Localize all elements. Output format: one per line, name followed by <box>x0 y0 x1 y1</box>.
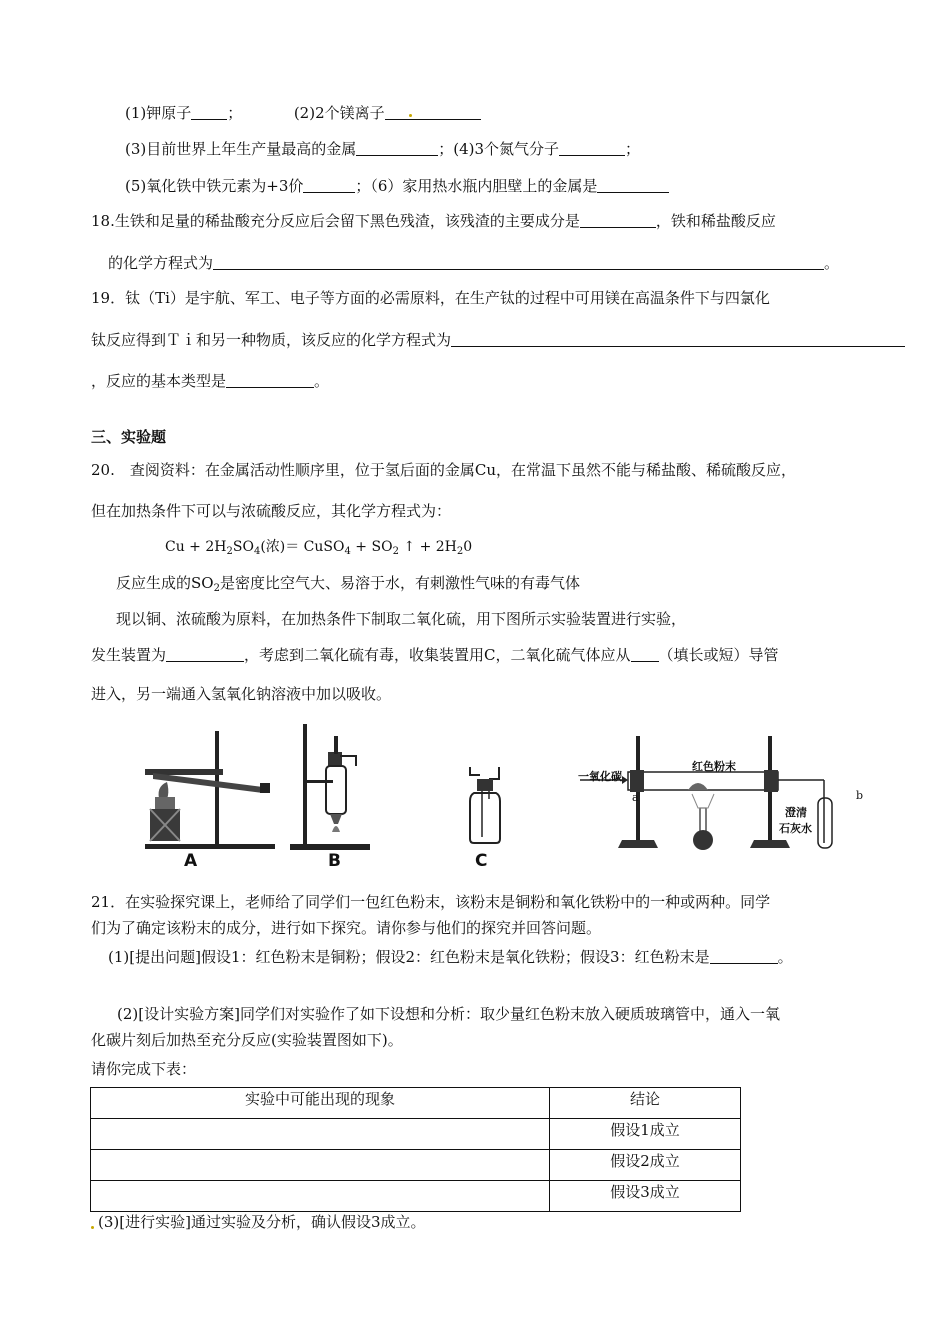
q17-item-5: (5)氧化铁中铁元素为+3价 <box>125 177 304 195</box>
limewater-label-1: 澄清 <box>785 806 807 819</box>
apparatus-b-figure <box>290 720 375 855</box>
q17-line-1: (1)钾原子 ； (2)2个镁离子 <box>125 103 481 123</box>
q20-line-5: 现以铜、浓硫酸为原料，在加热条件下制取二氧化硫，用下图所示实验装置进行实验， <box>116 610 687 628</box>
table-row <box>91 1181 741 1212</box>
q19-line-3: ，反应的基本类型是 。 <box>91 372 330 390</box>
phenomenon-cell[interactable] <box>91 1181 550 1212</box>
answer-blank[interactable] <box>580 212 656 228</box>
phenomenon-cell[interactable] <box>91 1119 550 1150</box>
q21-line-7: (3)[进行实验]通过实验及分析，确认假设3成立。 <box>91 1212 426 1232</box>
answer-blank[interactable] <box>559 140 625 156</box>
q19-line-2: 钛反应得到Ｔｉ和另一种物质，该反应的化学方程式为 <box>91 330 905 350</box>
co-reduction-apparatus-figure <box>578 728 878 858</box>
table-header-row <box>91 1088 741 1119</box>
q17-item-1: (1)钾原子 <box>125 104 192 122</box>
q19-line-1: 19．钛（Ti）是宇航、军工、电子等方面的必需原料，在生产钛的过程中可用镁在高温条件下与四氯化 <box>91 289 770 307</box>
table-header: 结论 <box>550 1088 741 1119</box>
answer-blank[interactable] <box>631 646 659 662</box>
apparatus-a-figure <box>145 727 280 852</box>
collection-bottle-c-figure <box>462 765 507 845</box>
answer-blank[interactable] <box>710 948 778 964</box>
port-b-label: b <box>856 789 864 802</box>
q21-line-2: 们为了确定该粉末的成分，进行如下探究。请你参与他们的探究并回答问题。 <box>91 919 602 937</box>
q20-line-4: 反应生成的$SO_2$是密度比空气大、易溶于水，有刺激性气味的有毒气体 <box>116 574 580 594</box>
section-heading: 三、实验题 <box>91 428 167 446</box>
conclusion-cell: 假设2成立 <box>550 1150 741 1181</box>
results-table <box>90 1087 741 1212</box>
q21-line-5: 化碳片刻后加热至充分反应(实验装置图如下)。 <box>91 1031 403 1049</box>
q18-line-1: 18.生铁和足量的稀盐酸充分反应后会留下黑色残渣，该残渣的主要成分是 ，铁和稀盐酸反应 <box>91 212 776 230</box>
answer-blank[interactable] <box>451 331 905 347</box>
figure-label-b: B <box>328 851 341 871</box>
q17-item-4: ；(4)3个氮气分子 <box>438 140 560 158</box>
answer-blank[interactable] <box>226 372 314 388</box>
q20-line-7: 进入，另一端通入氢氧化钠溶液中加以吸收。 <box>91 685 392 703</box>
q21-line-4: (2)[设计实验方案]同学们对实验作了如下设想和分析：取少量红色粉末放入硬质玻璃管中，通入一氧 <box>117 1005 780 1023</box>
q21-line-3: (1)[提出问题]假设1：红色粉末是铜粉；假设2：红色粉末是氧化铁粉；假设3：红色粉末是 。 <box>108 948 793 966</box>
q17-line-3 <box>125 176 669 196</box>
conclusion-cell: 假设3成立 <box>550 1181 741 1212</box>
q20-line-1: 20. 查阅资料：在金属活动性顺序里，位于氢后面的金属Cu，在常温下虽然不能与稀盐酸、稀硫酸反应， <box>91 461 796 479</box>
figure-label-c: C <box>475 851 488 871</box>
answer-blank[interactable] <box>356 140 438 156</box>
q17-item-2: (2)2个镁离子 <box>293 104 385 122</box>
q17-item-3: (3)目前世界上年生产量最高的金属 <box>125 140 357 158</box>
q20-line-2: 但在加热条件下可以与浓硫酸反应，其化学方程式为： <box>91 502 452 520</box>
red-powder-label: 红色粉末 <box>692 760 736 773</box>
answer-blank[interactable] <box>597 177 669 193</box>
q21-line-6: 请你完成下表： <box>91 1060 197 1078</box>
q20-line-6: 发生装置为 ，考虑到二氧化硫有毒，收集装置用C，二氧化硫气体应从 （填长或短）导管 <box>91 646 779 664</box>
phenomenon-cell[interactable] <box>91 1150 550 1181</box>
q18-line-2: 的化学方程式为 。 <box>108 254 840 272</box>
table-row <box>91 1150 741 1181</box>
answer-blank[interactable] <box>166 646 244 662</box>
q17-item-6: ；（6）家用热水瓶内胆壁上的金属是 <box>355 177 598 195</box>
table-row <box>91 1119 741 1150</box>
answer-blank[interactable] <box>191 104 227 120</box>
co-inlet-label: 一氧化碳 <box>578 770 622 783</box>
conclusion-cell: 假设1成立 <box>550 1119 741 1150</box>
chemical-equation: $Cu + 2H_2SO_4$(浓)＝ CuSO$_4$ + $SO_2$ ↑ + $2H_20$ <box>165 539 473 557</box>
limewater-label-2: 石灰水 <box>779 822 812 835</box>
table-header: 实验中可能出现的现象 <box>91 1088 550 1119</box>
answer-blank[interactable] <box>385 104 481 120</box>
port-a-label: a <box>632 791 639 804</box>
q17-line-2: (3)目前世界上年生产量最高的金属 ；(4)3个氮气分子 ； <box>125 140 641 158</box>
figure-label-a: A <box>184 851 198 871</box>
answer-blank[interactable] <box>213 254 824 270</box>
answer-blank[interactable] <box>303 177 355 193</box>
q21-line-1: 21．在实验探究课上，老师给了同学们一包红色粉末，该粉末是铜粉和氧化铁粉中的一种或两种。同学 <box>91 893 771 911</box>
